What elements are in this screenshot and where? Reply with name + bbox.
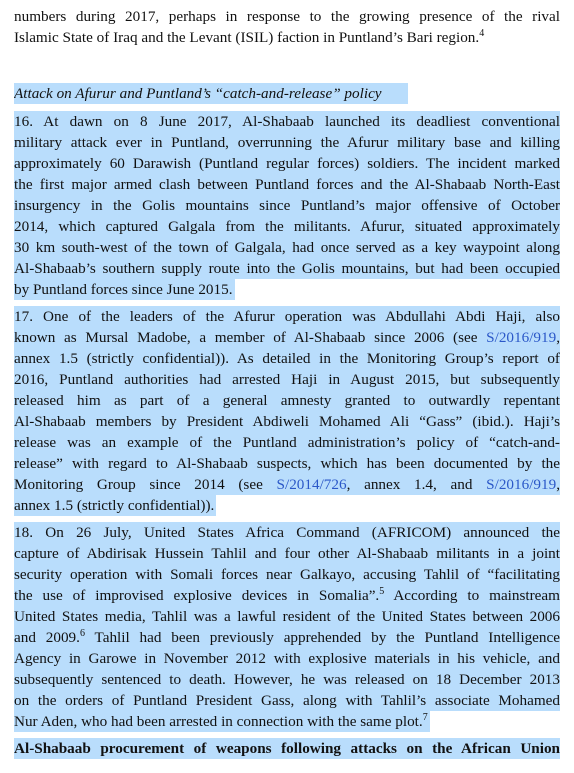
para16-line-7: 30 km south-west of the town of Galgala, had once served as a key waypoint along <box>14 239 560 256</box>
para17-line-7: release was an example of the Puntland administration’s policy of “catch-and- <box>14 434 560 451</box>
para18-line-6 <box>14 627 560 648</box>
para17-line-9-text: Monitoring Group since 2014 (see <box>14 476 277 493</box>
footnote-ref-7[interactable]: 7 <box>422 712 428 723</box>
para17-line-4: 2016, Puntland authorities had arrested Haji in August 2015, but subsequently <box>14 371 560 388</box>
para17-line-10 <box>14 495 560 516</box>
para17-line-3: annex 1.5 (strictly confidential)). As detailed in the Monitoring Group’s report of <box>14 350 560 367</box>
para18-line-10-text <box>14 711 430 732</box>
para18-line-4 <box>14 585 560 606</box>
para17-line-2-text: known as Mursal Madobe, a member of Al-Shabaab since 2006 (see <box>14 329 487 346</box>
para18-line-6-text: and 2009. <box>14 629 80 646</box>
section-heading-afurur-text: Attack on Afurur and Puntland’s “catch-and-release” policy <box>14 83 408 104</box>
intro-line-2 <box>14 27 560 48</box>
para18-line-8: subsequently sentenced to death. However, he was released on 18 December 2013 <box>14 671 560 688</box>
para18-line-9: on the orders of Puntland President Gass, along with Tahlil’s associate Mohamed <box>14 692 560 709</box>
intro-line-1: numbers during 2017, perhaps in response to the growing presence of the rival <box>14 8 560 25</box>
para17-line-6: Al-Shabaab members by President Abdiweli Mohamed Ali “Gass” (ibid.). Haji’s <box>14 413 560 430</box>
para18-line-2: capture of Abdirisak Hussein Tahlil and four other Al-Shabaab militants in a joint <box>14 545 560 562</box>
section-heading-procurement-line-1 <box>14 738 560 759</box>
section-heading-afurur <box>14 83 560 104</box>
para17-line-8: release” with regard to Al-Shabaab suspects, which has been documented by the <box>14 455 560 472</box>
para16-line-2: military attack ever in Puntland, overrunning the Afurur military base and killing <box>14 134 560 151</box>
doc-link-s-2014-726[interactable]: S/2014/726 <box>276 476 347 493</box>
para17-line-5: released him as part of a general amnesty granted to outwardly repentant <box>14 392 560 409</box>
para16-line-4: the first major armed clash between Puntland forces and the Al-Shabaab North-East <box>14 176 560 193</box>
para16-line-6: 2014, which captured Galgala from the militants. Afurur, situated approximately <box>14 218 560 235</box>
para16-line-9 <box>14 279 560 300</box>
footnote-ref-5[interactable]: 5 <box>379 586 385 597</box>
para17-line-9-mid: , annex 1.4, and <box>346 476 487 493</box>
para18-line-4-rest: According to mainstream <box>384 587 560 604</box>
section-heading-procurement-text-1: Al-Shabaab procurement of weapons following attacks on the African Union <box>14 740 560 757</box>
para18-line-10-sentence: Nur Aden, who had been arrested in connection with the same plot. <box>14 713 423 730</box>
para18-line-5: United States media, Tahlil was a lawful resident of the United States between 2006 <box>14 608 560 625</box>
para17-line-2 <box>14 327 560 348</box>
para18-line-10 <box>14 711 560 732</box>
para16-line-8: Al-Shabaab’s southern supply route into the Golis mountains, but had been occupied <box>14 260 560 277</box>
para17-line-9 <box>14 474 560 495</box>
para18-line-7: Agency in Garowe in November 2012 with explosive materials in his vehicle, and <box>14 650 560 667</box>
para16-line-5: insurgency in the Golis mountains since Puntland’s major offensive of October <box>14 197 560 214</box>
para16-line-9-text: by Puntland forces since June 2015. <box>14 281 233 298</box>
para17-line-1: 17. One of the leaders of the Afurur operation was Abdullahi Abdi Haji, also <box>14 308 560 325</box>
doc-link-s-2016-919[interactable]: S/2016/919 <box>486 329 557 346</box>
footnote-ref-6[interactable]: 6 <box>79 628 85 639</box>
para17-line-2-punct: , <box>556 329 560 346</box>
para18-line-1: 18. On 26 July, United States Africa Command (AFRICOM) announced the <box>14 524 560 541</box>
para18-line-3: security operation with Somali forces near Galkayo, accusing Tahlil of “facilitating <box>14 566 560 583</box>
para17-line-10-text: annex 1.5 (strictly confidential)). <box>14 497 215 514</box>
para16-line-1: 16. At dawn on 8 June 2017, Al-Shabaab launched its deadliest conventional <box>14 113 560 130</box>
para17-line-9-punct: , <box>556 476 560 493</box>
para16-line-3: approximately 60 Darawish (Puntland regular forces) soldiers. The incident marked <box>14 155 560 172</box>
intro-line-2-text: Islamic State of Iraq and the Levant (ISIL) faction in Puntland’s Bari region. <box>14 29 480 46</box>
footnote-ref-4[interactable]: 4 <box>479 28 485 39</box>
doc-link-s-2016-919-b[interactable]: S/2016/919 <box>486 476 557 493</box>
para18-line-4-text: the use of improvised explosive devices in Somalia”. <box>14 587 380 604</box>
para18-line-6-rest: Tahlil had been previously apprehended by the Puntland Intelligence <box>84 629 560 646</box>
